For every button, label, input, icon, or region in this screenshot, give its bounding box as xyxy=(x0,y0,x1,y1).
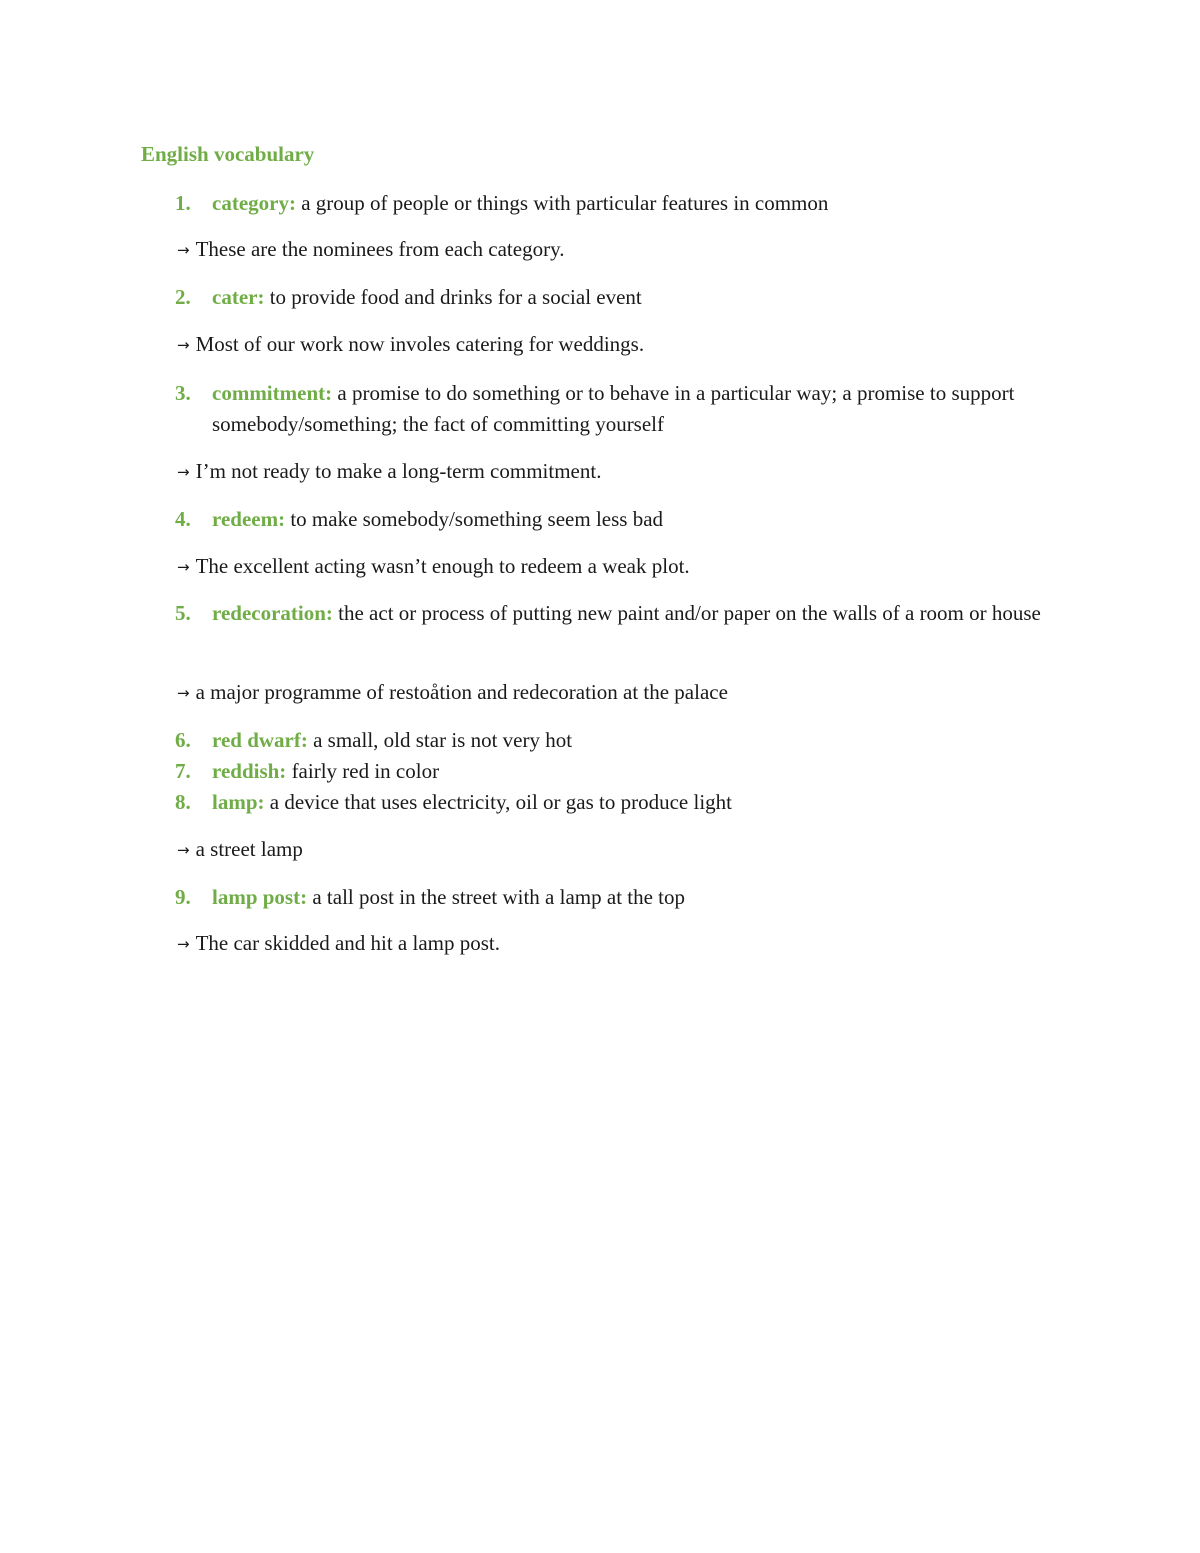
vocab-entry xyxy=(175,282,1060,313)
entry-definition: a promise to do something or to behave in a particular way; a promise to support somebody/something; the fact of committing yourself xyxy=(212,381,1015,436)
example-text: a major programme of restoåtion and redecoration at the palace xyxy=(195,680,728,704)
arrow-icon: → xyxy=(177,935,190,953)
vocab-entry xyxy=(175,504,1060,535)
entry-number: 1. xyxy=(175,191,191,215)
vocab-entry xyxy=(175,598,1060,629)
example-sentence xyxy=(177,329,644,361)
arrow-icon: → xyxy=(177,841,190,859)
vocab-entry xyxy=(175,882,1060,913)
vocab-entry xyxy=(175,378,1060,440)
entry-term: commitment: xyxy=(212,381,333,405)
example-sentence xyxy=(177,234,564,266)
example-text: These are the nominees from each category. xyxy=(195,237,565,261)
vocab-entry xyxy=(175,188,1060,219)
entry-definition: a small, old star is not very hot xyxy=(313,728,573,752)
entry-number: 2. xyxy=(175,285,191,309)
entry-number: 3. xyxy=(175,381,191,405)
vocab-entry xyxy=(175,756,1060,787)
example-text: a street lamp xyxy=(195,837,303,861)
document-title: English vocabulary xyxy=(141,142,315,166)
entry-definition: a device that uses electricity, oil or gas to produce light xyxy=(269,790,732,814)
entry-definition: the act or process of putting new paint and/or paper on the walls of a room or house xyxy=(338,601,1041,625)
example-sentence xyxy=(177,834,303,866)
entry-term: reddish: xyxy=(212,759,287,783)
example-sentence xyxy=(177,677,728,709)
entry-term: redecoration: xyxy=(212,601,333,625)
entry-definition: a tall post in the street with a lamp at the top xyxy=(312,885,686,909)
entry-number: 5. xyxy=(175,601,191,625)
entry-definition: to make somebody/something seem less bad xyxy=(290,507,664,531)
arrow-icon: → xyxy=(177,336,190,354)
arrow-icon: → xyxy=(177,684,190,702)
entry-term: cater: xyxy=(212,285,265,309)
entry-number: 8. xyxy=(175,790,191,814)
entry-number: 7. xyxy=(175,759,191,783)
entry-term: lamp post: xyxy=(212,885,308,909)
vocab-entry xyxy=(175,787,1060,818)
example-text: Most of our work now involes catering for weddings. xyxy=(195,332,645,356)
entry-number: 9. xyxy=(175,885,191,909)
vocab-entry xyxy=(175,725,1060,756)
entry-term: category: xyxy=(212,191,296,215)
example-text: I’m not ready to make a long-term commitment. xyxy=(195,459,602,483)
arrow-icon: → xyxy=(177,558,190,576)
example-sentence xyxy=(177,456,601,488)
example-text: The excellent acting wasn’t enough to redeem a weak plot. xyxy=(195,554,690,578)
example-sentence xyxy=(177,928,500,960)
example-text: The car skidded and hit a lamp post. xyxy=(195,931,500,955)
entry-term: lamp: xyxy=(212,790,265,814)
entry-definition: fairly red in color xyxy=(291,759,440,783)
entry-term: redeem: xyxy=(212,507,286,531)
entry-number: 4. xyxy=(175,507,191,531)
arrow-icon: → xyxy=(177,463,190,481)
arrow-icon: → xyxy=(177,241,190,259)
entry-term: red dwarf: xyxy=(212,728,308,752)
entry-number: 6. xyxy=(175,728,191,752)
entry-definition: to provide food and drinks for a social event xyxy=(269,285,642,309)
example-sentence xyxy=(177,551,690,583)
entry-definition: a group of people or things with particular features in common xyxy=(301,191,829,215)
